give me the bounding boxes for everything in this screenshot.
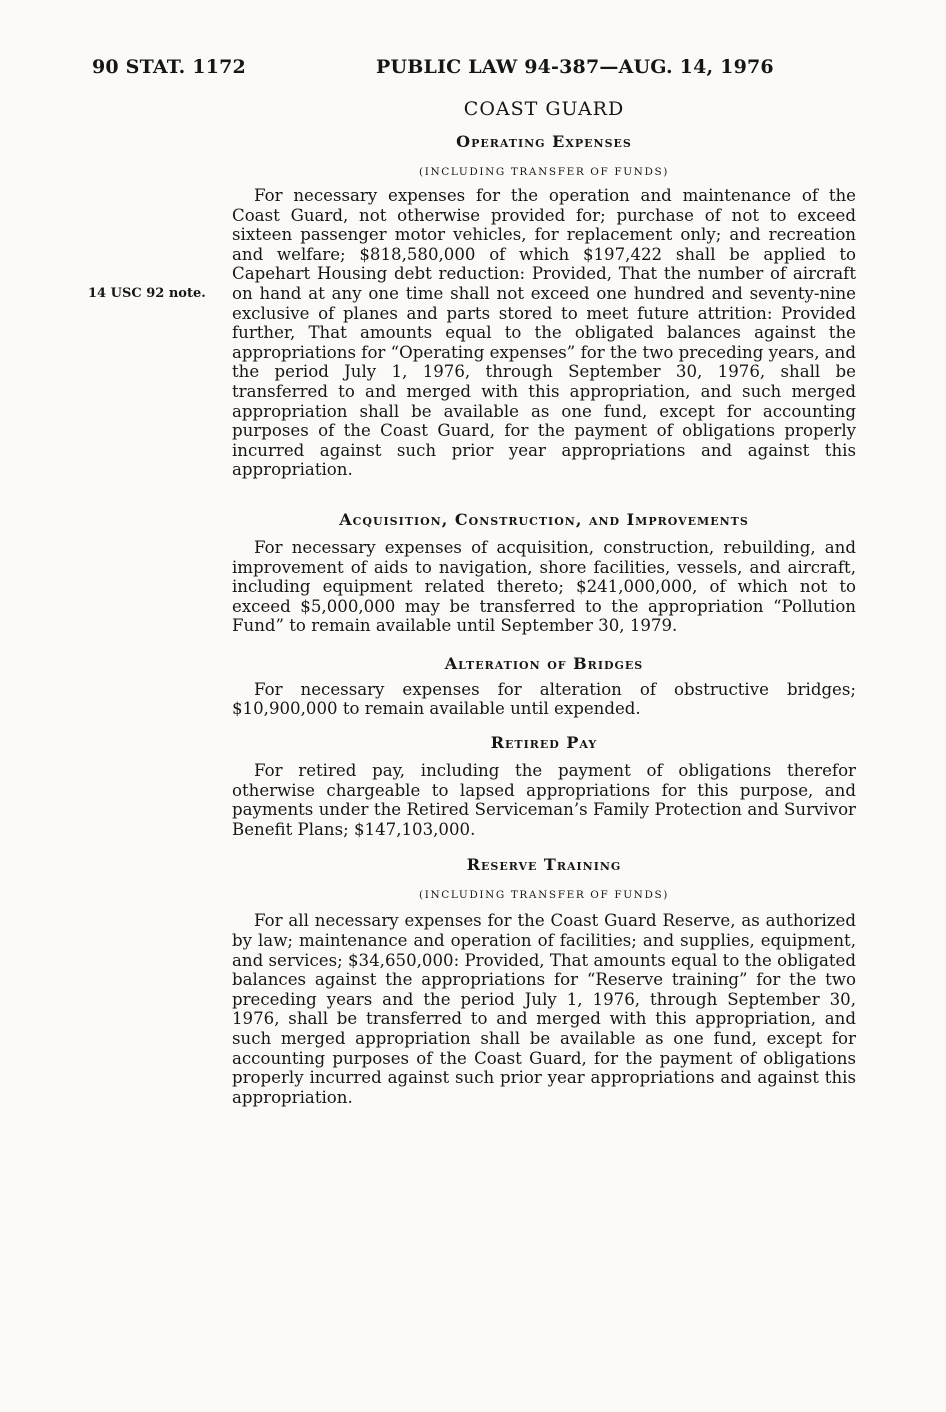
section-heading: Reserve Training — [466, 855, 622, 875]
section-heading: Operating Expenses — [456, 132, 632, 151]
section-body: For retired pay, including the payment of obligations therefor otherwise chargeable to lapsed appropriations for this purpose, and payments under the Retired Serviceman’s Family Protection and Survivor Benefit Plans; $147,103,000. — [232, 761, 856, 839]
section-subheading: (INCLUDING TRANSFER OF FUNDS) — [419, 889, 669, 902]
statute-reference: 90 STAT. 1172 — [92, 56, 246, 78]
section-alteration-of-bridges — [232, 654, 856, 719]
section-body: For necessary expenses for the operation and maintenance of the Coast Guard, not otherwise provided for; purchase of not to exceed sixteen passenger motor vehicles, for replacement only; and recreation and welfare; $818,580,000 of which $197,422 shall be applied to Capehart Housing debt reduction: Provided, That the number of aircraft on hand at any one time shall not exceed one hundred and seventy-nine exclusive of planes and parts stored to meet future attrition: Provided further, That amounts equal to the obligated balances against the appropriations for “Operating expenses” for the two preceding years, and the period July 1, 1976, through September 30, 1976, shall be transferred to and merged with this appropriation, and such merged appropriation shall be available as one fund, except for accounting purposes of the Coast Guard, for the payment of obligations properly incurred against such prior year appropriations and against this appropriation. — [232, 186, 856, 480]
section-body: For all necessary expenses for the Coast Guard Reserve, as authorized by law; maintenance and operation of facilities; and supplies, equipment, and services; $34,650,000: Provided, That amounts equal to the obligated balances against the appropriations for “Reserve training” for the two preceding years and the period July 1, 1976, through September 30, 1976, shall be transferred to and merged with this appropriation, and such merged appropriation shall be available as one fund, except for accounting purposes of the Coast Guard, for the payment of obligations properly incurred against such prior year appropriations and against this appropriation. — [232, 911, 856, 1107]
section-operating-expenses — [232, 132, 856, 480]
section-heading: Acquisition, Construction, and Improvements — [339, 509, 749, 529]
agency-title: COAST GUARD — [463, 98, 625, 120]
section-heading: Retired Pay — [490, 733, 598, 753]
section-reserve-training — [232, 855, 856, 1107]
section-body: For necessary expenses of acquisition, construction, rebuilding, and improvement of aids to navigation, shore facilities, vessels, and aircraft, including equipment related thereto; $241,000,000, of which not to exceed $5,000,000 may be transferred to the appropriation “Pollution Fund” to remain available until September 30, 1979. — [232, 537, 856, 636]
main-column — [232, 98, 856, 1107]
section-acquisition — [232, 510, 856, 636]
section-body: For necessary expenses for alteration of obstructive bridges; $10,900,000 to remain available until expended. — [232, 679, 856, 719]
section-subheading: (INCLUDING TRANSFER OF FUNDS) — [419, 166, 669, 178]
section-heading: Alteration of Bridges — [444, 653, 644, 673]
public-law-reference: PUBLIC LAW 94-387—AUG. 14, 1976 — [376, 56, 774, 78]
page-header — [0, 56, 946, 84]
section-retired-pay — [232, 733, 856, 839]
margin-note: 14 USC 92 note. — [88, 286, 206, 301]
